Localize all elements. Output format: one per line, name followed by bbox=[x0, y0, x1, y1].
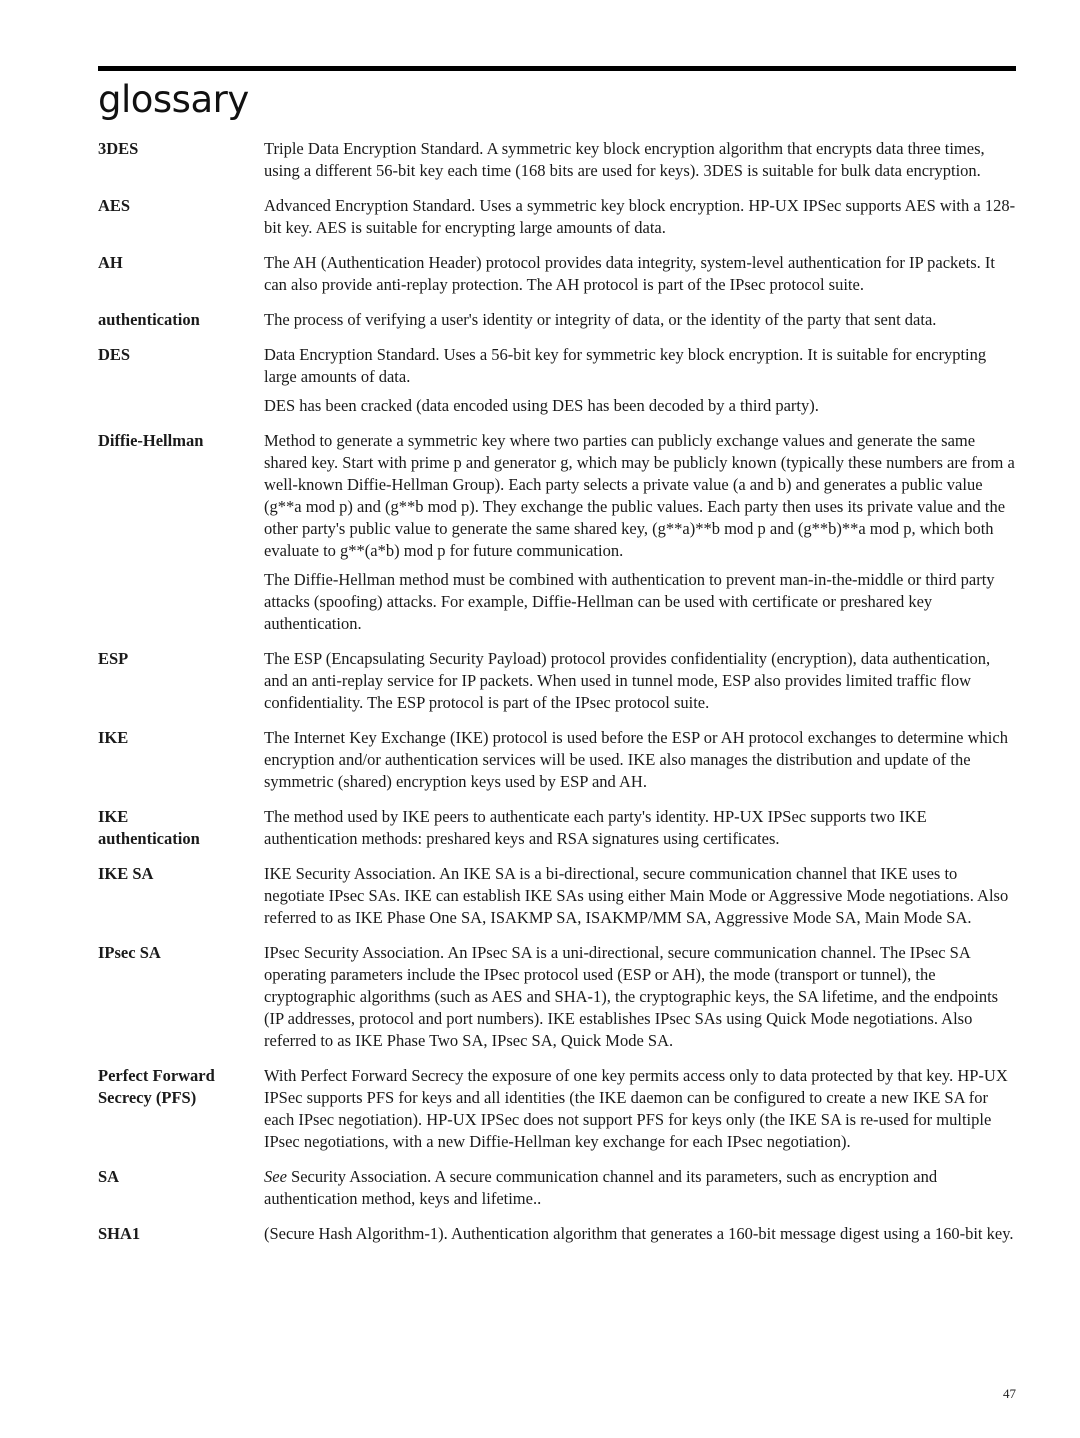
definition-paragraph bbox=[264, 138, 1018, 182]
definition-text: The Internet Key Exchange (IKE) protocol is used before the ESP or AH protocol exchanges to determine which encryption and/or authentication services will be used. IKE also manages the distribution and update of the symmetric (shared) encryption keys used by ESP and AH. bbox=[264, 728, 1008, 791]
definition-paragraph bbox=[264, 942, 1018, 1052]
glossary-term: AES bbox=[98, 196, 131, 215]
definition-text: Method to generate a symmetric key where two parties can publicly exchange values and generate the same shared key. Start with prime p and generator g, which may be publicly known (typically these numbers are from a well-known Diffie-Hellman Group). Each party selects a private value (a and b) and generates a public value (g**a mod p) and (g**b mod p). They exchange the public values. Each party then uses its private value and the other party's public value to generate the same shared key, (g**a)**b mod p and (g**b)**a mod p, which both evaluate to g**(a*b) mod p for future communication. bbox=[264, 431, 1015, 560]
definition-paragraph bbox=[264, 1166, 1018, 1210]
glossary-entry bbox=[98, 806, 1018, 857]
definition-text: Data Encryption Standard. Uses a 56-bit key for symmetric key block encryption. It is suitable for encrypting large amounts of data. bbox=[264, 345, 987, 386]
glossary-term: authentication bbox=[98, 310, 200, 329]
definition-paragraph bbox=[264, 569, 1018, 635]
definition-text: DES has been cracked (data encoded using DES has been decoded by a third party). bbox=[264, 396, 819, 415]
definition-paragraph bbox=[264, 344, 1018, 388]
glossary-term: DES bbox=[98, 345, 131, 364]
glossary-definition bbox=[264, 138, 1018, 189]
glossary-term: SHA1 bbox=[98, 1224, 141, 1243]
glossary-entry bbox=[98, 138, 1018, 189]
glossary-definition bbox=[264, 1223, 1018, 1252]
glossary-definition bbox=[264, 430, 1018, 642]
glossary-entry bbox=[98, 1065, 1018, 1160]
top-rule bbox=[98, 66, 1016, 71]
definition-paragraph bbox=[264, 395, 1018, 417]
glossary-term: IKE SA bbox=[98, 864, 154, 883]
glossary-entry bbox=[98, 1166, 1018, 1217]
glossary-entry bbox=[98, 942, 1018, 1059]
glossary-term: IPsec SA bbox=[98, 943, 161, 962]
definition-paragraph bbox=[264, 727, 1018, 793]
definition-paragraph bbox=[264, 1223, 1018, 1245]
glossary-entry bbox=[98, 252, 1018, 303]
glossary-definition bbox=[264, 1065, 1018, 1160]
definition-text: IKE Security Association. An IKE SA is a bi-directional, secure communication channel that IKE uses to negotiate IPsec SAs. IKE can establish IKE SAs using either Main Mode or Aggressive Mode negotiations. Also referred to as IKE Phase One SA, ISAKMP SA, ISAKMP/MM SA, Aggressive Mode SA, Main Mode SA. bbox=[264, 864, 1009, 927]
glossary-term: 3DES bbox=[98, 139, 139, 158]
glossary-entry bbox=[98, 648, 1018, 721]
page-number: 47 bbox=[1003, 1386, 1016, 1401]
definition-paragraph bbox=[264, 309, 1018, 331]
glossary-definition bbox=[264, 648, 1018, 721]
see-reference: See bbox=[264, 1167, 287, 1186]
glossary-definition bbox=[264, 727, 1018, 800]
glossary-definition bbox=[264, 344, 1018, 424]
glossary-entry bbox=[98, 727, 1018, 800]
glossary-term: Diffie-Hellman bbox=[98, 431, 204, 450]
glossary-definition bbox=[264, 252, 1018, 303]
definition-paragraph bbox=[264, 1065, 1018, 1153]
glossary-definition bbox=[264, 309, 1018, 338]
definition-paragraph bbox=[264, 648, 1018, 714]
glossary-entry bbox=[98, 430, 1018, 642]
definition-text: Security Association. A secure communication channel and its parameters, such as encryption and authentication method, keys and lifetime.. bbox=[264, 1167, 938, 1208]
definition-text: IPsec Security Association. An IPsec SA is a uni-directional, secure communication channel. The IPsec SA operating parameters include the IPsec protocol used (ESP or AH), the mode (transport or tunnel), the cryptographic algorithms (such as AES and SHA-1), the cryptographic keys, the SA lifetime, and the endpoints (IP addresses, protocol and port numbers). IKE establishes IPsec SAs using Quick Mode negotiations. Also referred to as IKE Phase Two SA, IPsec SA, Quick Mode SA. bbox=[264, 943, 999, 1050]
definition-text: With Perfect Forward Secrecy the exposure of one key permits access only to data protected by that key. HP-UX IPSec supports PFS for keys and all identities (the IKE daemon can be configured to create a new IKE SA for each IPsec negotiation). HP-UX IPSec does not support PFS for keys only (the IKE SA is re-used for multiple IPsec negotiations, with a new Diffie-Hellman key exchange for each IPsec negotiation). bbox=[264, 1066, 1008, 1151]
definition-text: The ESP (Encapsulating Security Payload) protocol provides confidentiality (encryption), data authentication, and an anti-replay service for IP packets. When used in tunnel mode, ESP also provides limited traffic flow confidentiality. The ESP protocol is part of the IPsec protocol suite. bbox=[264, 649, 991, 712]
glossary-entry bbox=[98, 195, 1018, 246]
glossary-entry bbox=[98, 1223, 1018, 1252]
glossary-term: ESP bbox=[98, 649, 129, 668]
glossary-definition bbox=[264, 863, 1018, 936]
definition-text: The Diffie-Hellman method must be combined with authentication to prevent man-in-the-middle or third party attacks (spoofing) attacks. For example, Diffie-Hellman can be used with certificate or preshared key authentication. bbox=[264, 570, 995, 633]
glossary-term: IKE authentication bbox=[98, 807, 200, 848]
definition-paragraph bbox=[264, 430, 1018, 562]
definition-paragraph bbox=[264, 863, 1018, 929]
glossary-list bbox=[98, 138, 1018, 1258]
definition-paragraph bbox=[264, 252, 1018, 296]
glossary-term: Perfect Forward Secrecy (PFS) bbox=[98, 1066, 215, 1107]
glossary-entry bbox=[98, 863, 1018, 936]
definition-text: Triple Data Encryption Standard. A symmetric key block encryption algorithm that encrypts data three times, using a different 56-bit key each time (168 bits are used for keys). 3DES is suitable for bulk data encryption. bbox=[264, 139, 985, 180]
definition-paragraph bbox=[264, 195, 1018, 239]
definition-text: (Secure Hash Algorithm-1). Authentication algorithm that generates a 160-bit message digest using a 160-bit key. bbox=[264, 1224, 1014, 1243]
glossary-definition bbox=[264, 942, 1018, 1059]
glossary-entry bbox=[98, 344, 1018, 424]
page-title: glossary bbox=[98, 78, 249, 121]
glossary-term: SA bbox=[98, 1167, 120, 1186]
definition-text: The method used by IKE peers to authenticate each party's identity. HP-UX IPSec supports two IKE authentication methods: preshared keys and RSA signatures using certificates. bbox=[264, 807, 927, 848]
glossary-term: AH bbox=[98, 253, 123, 272]
definition-text: The process of verifying a user's identity or integrity of data, or the identity of the party that sent data. bbox=[264, 310, 937, 329]
glossary-definition bbox=[264, 806, 1018, 857]
definition-text: The AH (Authentication Header) protocol provides data integrity, system-level authentication for IP packets. It can also provide anti-replay protection. The AH protocol is part of the IPsec protocol suite. bbox=[264, 253, 995, 294]
glossary-term: IKE bbox=[98, 728, 129, 747]
glossary-definition bbox=[264, 195, 1018, 246]
definition-text: Advanced Encryption Standard. Uses a symmetric key block encryption. HP-UX IPSec supports AES with a 128-bit key. AES is suitable for encrypting large amounts of data. bbox=[264, 196, 1016, 237]
glossary-definition bbox=[264, 1166, 1018, 1217]
glossary-entry bbox=[98, 309, 1018, 338]
definition-paragraph bbox=[264, 806, 1018, 850]
